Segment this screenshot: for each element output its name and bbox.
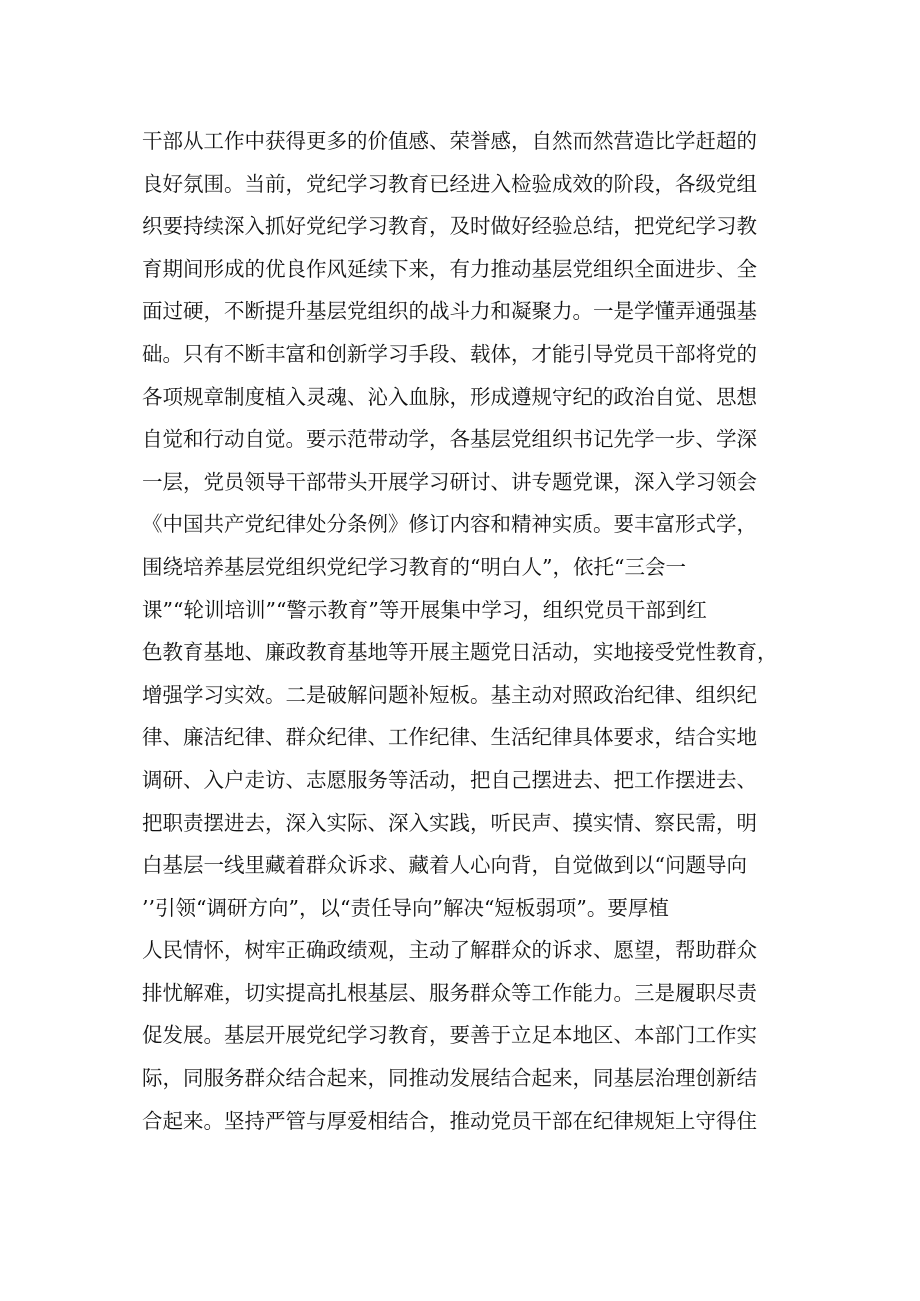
- text-line-11: 围绕培养基层党组织党纪学习教育的“明白人”，依托“三会一: [142, 554, 686, 579]
- text-line-18: 白基层一线里藏着群众诉求、藏着人心向背，自觉做到以“问题导向: [142, 853, 747, 878]
- text-line-12: 课”“轮训培训”“警示教育”等开展集中学习，组织党员干部到红: [142, 597, 707, 622]
- text-line-8: 自觉和行动自觉。要示范带动学，各基层党组织书记先学一步、学深: [142, 427, 757, 452]
- text-line-23: 际，同服务群众结合起来，同推动发展结合起来，同基层治理创新结: [142, 1066, 757, 1091]
- text-line-15: 律、廉洁纪律、群众纪律、工作纪律、生活纪律具体要求，结合实地: [142, 725, 757, 750]
- body-paragraph: [142, 120, 782, 1142]
- text-line-21: 排忧解难，切实提高扎根基层、服务群众等工作能力。三是履职尽责: [142, 980, 757, 1005]
- text-line-3: 织要持续深入抓好党纪学习教育，及时做好经验总结，把党纪学习教: [142, 214, 757, 239]
- text-line-19: ’’引领“调研方向”，以“责任导向”解决“短板弱项”。要厚植: [142, 895, 669, 920]
- text-line-10: 《中国共产党纪律处分条例》修订内容和精神实质。要丰富形式学，: [142, 512, 757, 537]
- text-line-5: 面过硬，不断提升基层党组织的战斗力和凝聚力。一是学懂弄通强基: [142, 299, 757, 324]
- text-line-7: 各项规章制度植入灵魂、沁入血脉，形成遵规守纪的政治自觉、思想: [142, 384, 757, 409]
- text-line-24: 合起来。坚持严管与厚爱相结合，推动党员干部在纪律规矩上守得住: [142, 1108, 757, 1133]
- text-line-2: 良好氛围。当前，党纪学习教育已经进入检验成效的阶段，各级党组: [142, 171, 757, 196]
- text-line-14: 增强学习实效。二是破解问题补短板。基主动对照政治纪律、组织纪: [142, 682, 757, 707]
- text-line-16: 调研、入户走访、志愿服务等活动，把自己摆进去、把工作摆进去、: [142, 767, 757, 792]
- text-line-9: 一层，党员领导干部带头开展学习研讨、讲专题党课，深入学习领会: [142, 469, 757, 494]
- text-line-6: 础。只有不断丰富和创新学习手段、载体，才能引导党员干部将党的: [142, 341, 757, 366]
- text-line-20: 人民情怀，树牢正确政绩观，主动了解群众的诉求、愿望，帮助群众: [142, 938, 757, 963]
- text-line-1: 干部从工作中获得更多的价值感、荣誉感，自然而然营造比学赶超的: [142, 129, 757, 153]
- text-line-17: 把职责摆进去，深入实际、深入实践，听民声、摸实情、察民需，明: [142, 810, 757, 835]
- text-line-22: 促发展。基层开展党纪学习教育，要善于立足本地区、本部门工作实: [142, 1023, 757, 1048]
- text-line-13: 色教育基地、廉政教育基地等开展主题党日活动，实地接受党性教育，: [142, 640, 778, 665]
- text-line-4: 育期间形成的优良作风延续下来，有力推动基层党组织全面进步、全: [142, 256, 757, 281]
